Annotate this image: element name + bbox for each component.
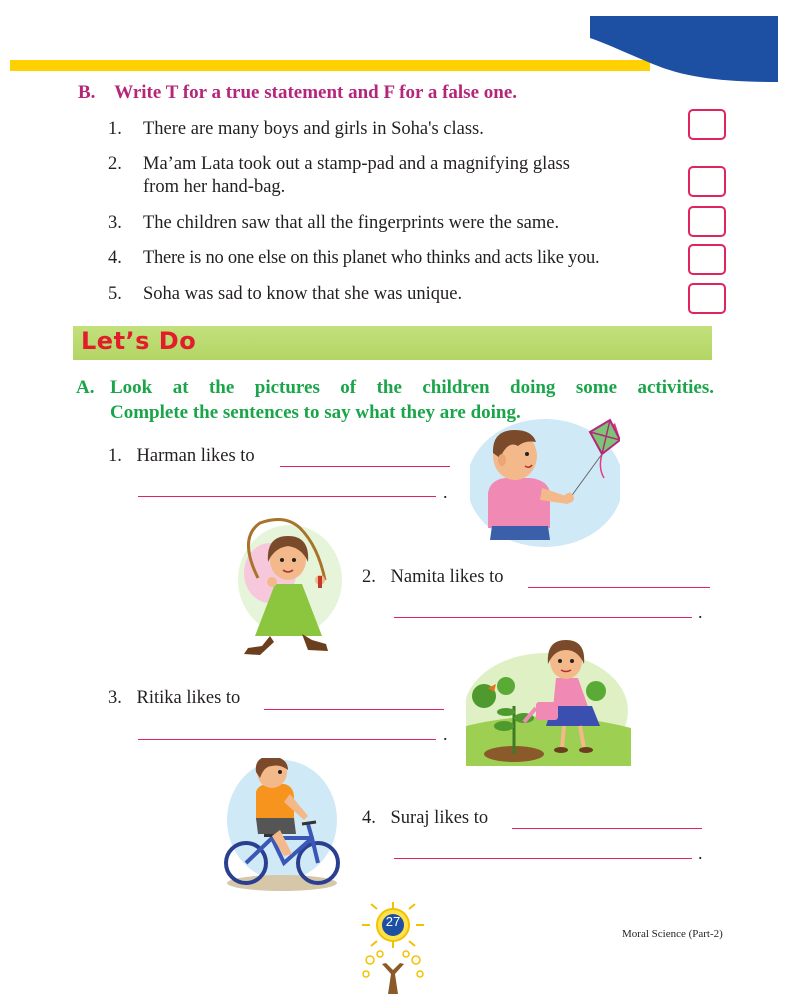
answer-line-2b[interactable] xyxy=(394,617,692,618)
activity-item-1 xyxy=(108,446,255,467)
activity-item-4 xyxy=(362,808,488,829)
section-b-heading xyxy=(78,82,517,104)
section-a-instruction-line-2: Complete the sentences to say what they are doing. xyxy=(110,402,521,423)
item-prompt: Harman likes to xyxy=(136,446,255,466)
answer-box-2[interactable] xyxy=(688,166,726,197)
book-title-footer: Moral Science (Part-2) xyxy=(622,928,723,940)
girl-watering-plants-illustration xyxy=(466,636,631,766)
period: . xyxy=(698,602,703,622)
section-b-title: Write T for a true statement and F for a false one. xyxy=(114,82,518,103)
activity-item-2 xyxy=(362,567,504,588)
statement-text: Ma’am Lata took out a stamp-pad and a magnifying glass xyxy=(143,154,570,174)
statement-text: The children saw that all the fingerprints were the same. xyxy=(143,213,560,233)
section-a-instruction-line-1: Look at the pictures of the children doing some activities. xyxy=(110,377,714,398)
statement-text: There is no one else on this planet who thinks and acts like you. xyxy=(143,248,600,268)
top-yellow-stripe xyxy=(10,60,650,71)
section-b-label: B. xyxy=(78,82,96,103)
answer-line-3a[interactable] xyxy=(264,709,444,710)
answer-line-3b[interactable] xyxy=(138,739,436,740)
statement-text-continued: from her hand-bag. xyxy=(143,177,286,197)
period: . xyxy=(443,724,448,744)
girl-skipping-rope-illustration xyxy=(230,518,345,658)
item-number: 2. xyxy=(362,567,376,587)
item-number: 4. xyxy=(108,248,122,268)
answer-box-4[interactable] xyxy=(688,244,726,275)
answer-line-2a[interactable] xyxy=(528,587,710,588)
item-number: 3. xyxy=(108,213,122,233)
section-a-label: A. xyxy=(76,377,95,398)
answer-box-3[interactable] xyxy=(688,206,726,237)
answer-box-5[interactable] xyxy=(688,283,726,314)
answer-line-1a[interactable] xyxy=(280,466,450,467)
period: . xyxy=(698,843,703,863)
answer-line-4a[interactable] xyxy=(512,828,702,829)
lets-do-banner xyxy=(73,326,712,360)
activity-item-3 xyxy=(108,688,240,709)
page-number: 27 xyxy=(385,914,401,929)
boy-riding-bicycle-illustration xyxy=(222,758,344,893)
period: . xyxy=(443,482,448,502)
answer-box-1[interactable] xyxy=(688,109,726,140)
lets-do-title: Let’s Do xyxy=(81,327,197,355)
statement-text: Soha was sad to know that she was unique. xyxy=(143,284,463,304)
statement-text: There are many boys and girls in Soha's class. xyxy=(143,119,484,139)
item-number: 1. xyxy=(108,119,122,139)
item-prompt: Suraj likes to xyxy=(390,808,489,828)
answer-line-4b[interactable] xyxy=(394,858,692,859)
item-number: 5. xyxy=(108,284,122,304)
item-number: 1. xyxy=(108,446,122,466)
item-number: 3. xyxy=(108,688,122,708)
item-number: 2. xyxy=(108,154,122,174)
item-prompt: Ritika likes to xyxy=(136,688,241,708)
boy-flying-kite-illustration xyxy=(470,418,620,548)
top-blue-corner-shape xyxy=(588,16,778,82)
item-number: 4. xyxy=(362,808,376,828)
item-prompt: Namita likes to xyxy=(390,567,504,587)
answer-line-1b[interactable] xyxy=(138,496,436,497)
